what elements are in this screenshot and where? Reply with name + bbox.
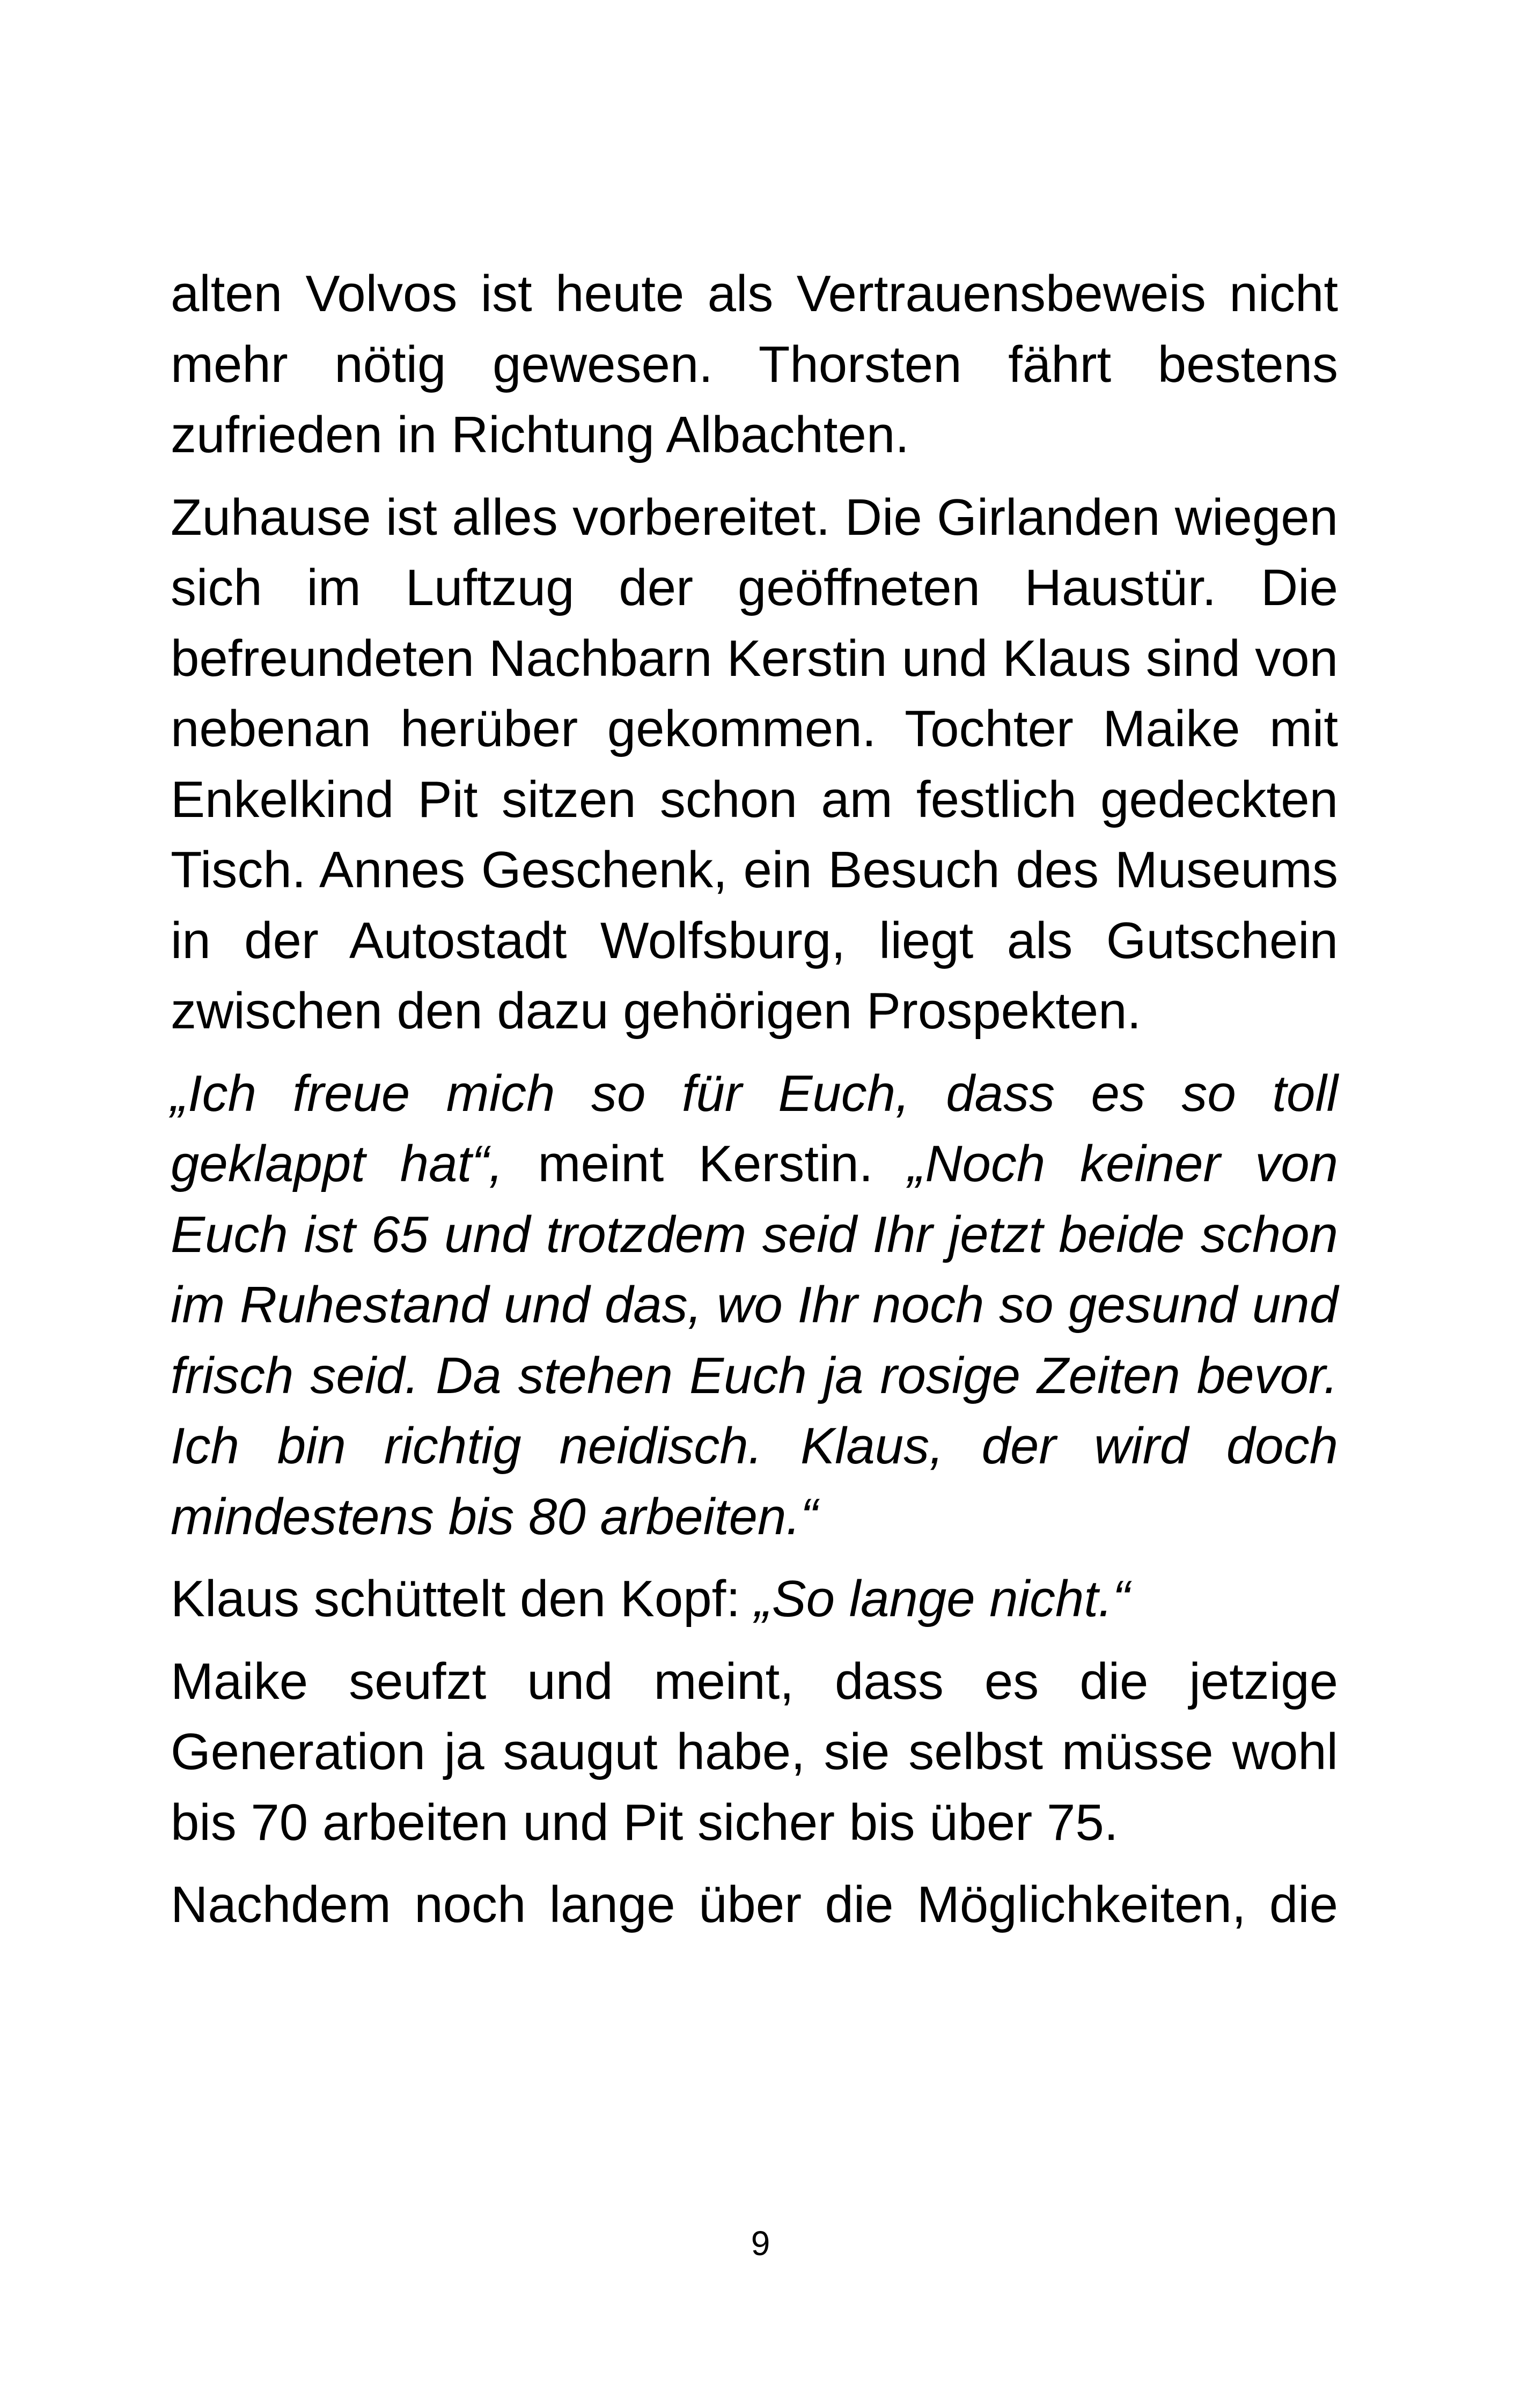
text-run: meint Kerstin.: [503, 1135, 908, 1192]
paragraph: [171, 1058, 1338, 1552]
paragraph: [171, 1564, 1338, 1634]
text-run: Zuhause ist alles vorbereitet. Die Girlanden wiegen sich im Luftzug der geöffneten Haustür. Die befreundeten Nachbarn Kerstin und Klaus sind von nebenan herüber gekommen. Tochter Maike mit Enkelkind Pit sitzen schon am festlich gedeckten Tisch. Annes Geschenk, ein Besuch des Museums in der Autostadt Wolfsburg, liegt als Gutschein zwischen den dazu gehörigen Prospekten.: [171, 488, 1338, 1040]
paragraph: [171, 259, 1338, 470]
paragraph: [171, 1869, 1338, 1940]
text-run: Maike seufzt und meint, dass es die jetzige Generation ja saugut habe, sie selbst müsse wohl bis 70 arbeiten und Pit sicher bis über 75.: [171, 1652, 1338, 1851]
text-run-italic: „Noch keiner von Euch ist 65 und trotzdem seid Ihr jetzt beide schon im Ruhestand und das, wo Ihr noch so gesund und frisch seid. Da stehen Euch ja rosige Zeiten bevor. Ich bin richtig neidisch. Klaus, der wird doch mindestens bis 80 arbeiten.“: [171, 1135, 1339, 1545]
text-run: Nachdem noch lange über die Möglichkeiten, die: [171, 1876, 1338, 1933]
text-run-italic: „Ich freue mich so für Euch, dass es so toll geklappt hat“,: [171, 1064, 1338, 1192]
text-run-italic: „So lange nicht.“: [754, 1570, 1130, 1628]
page-number: 9: [751, 2224, 770, 2263]
text-run: Klaus schüttelt den Kopf:: [171, 1570, 755, 1628]
paragraph: [171, 482, 1338, 1047]
paragraph: [171, 1646, 1338, 1858]
text-run: alten Volvos ist heute als Vertrauensbeweis nicht mehr nötig gewesen. Thorsten fährt bestens zufrieden in Richtung Albachten.: [171, 265, 1338, 463]
body-text: [171, 259, 1338, 1952]
